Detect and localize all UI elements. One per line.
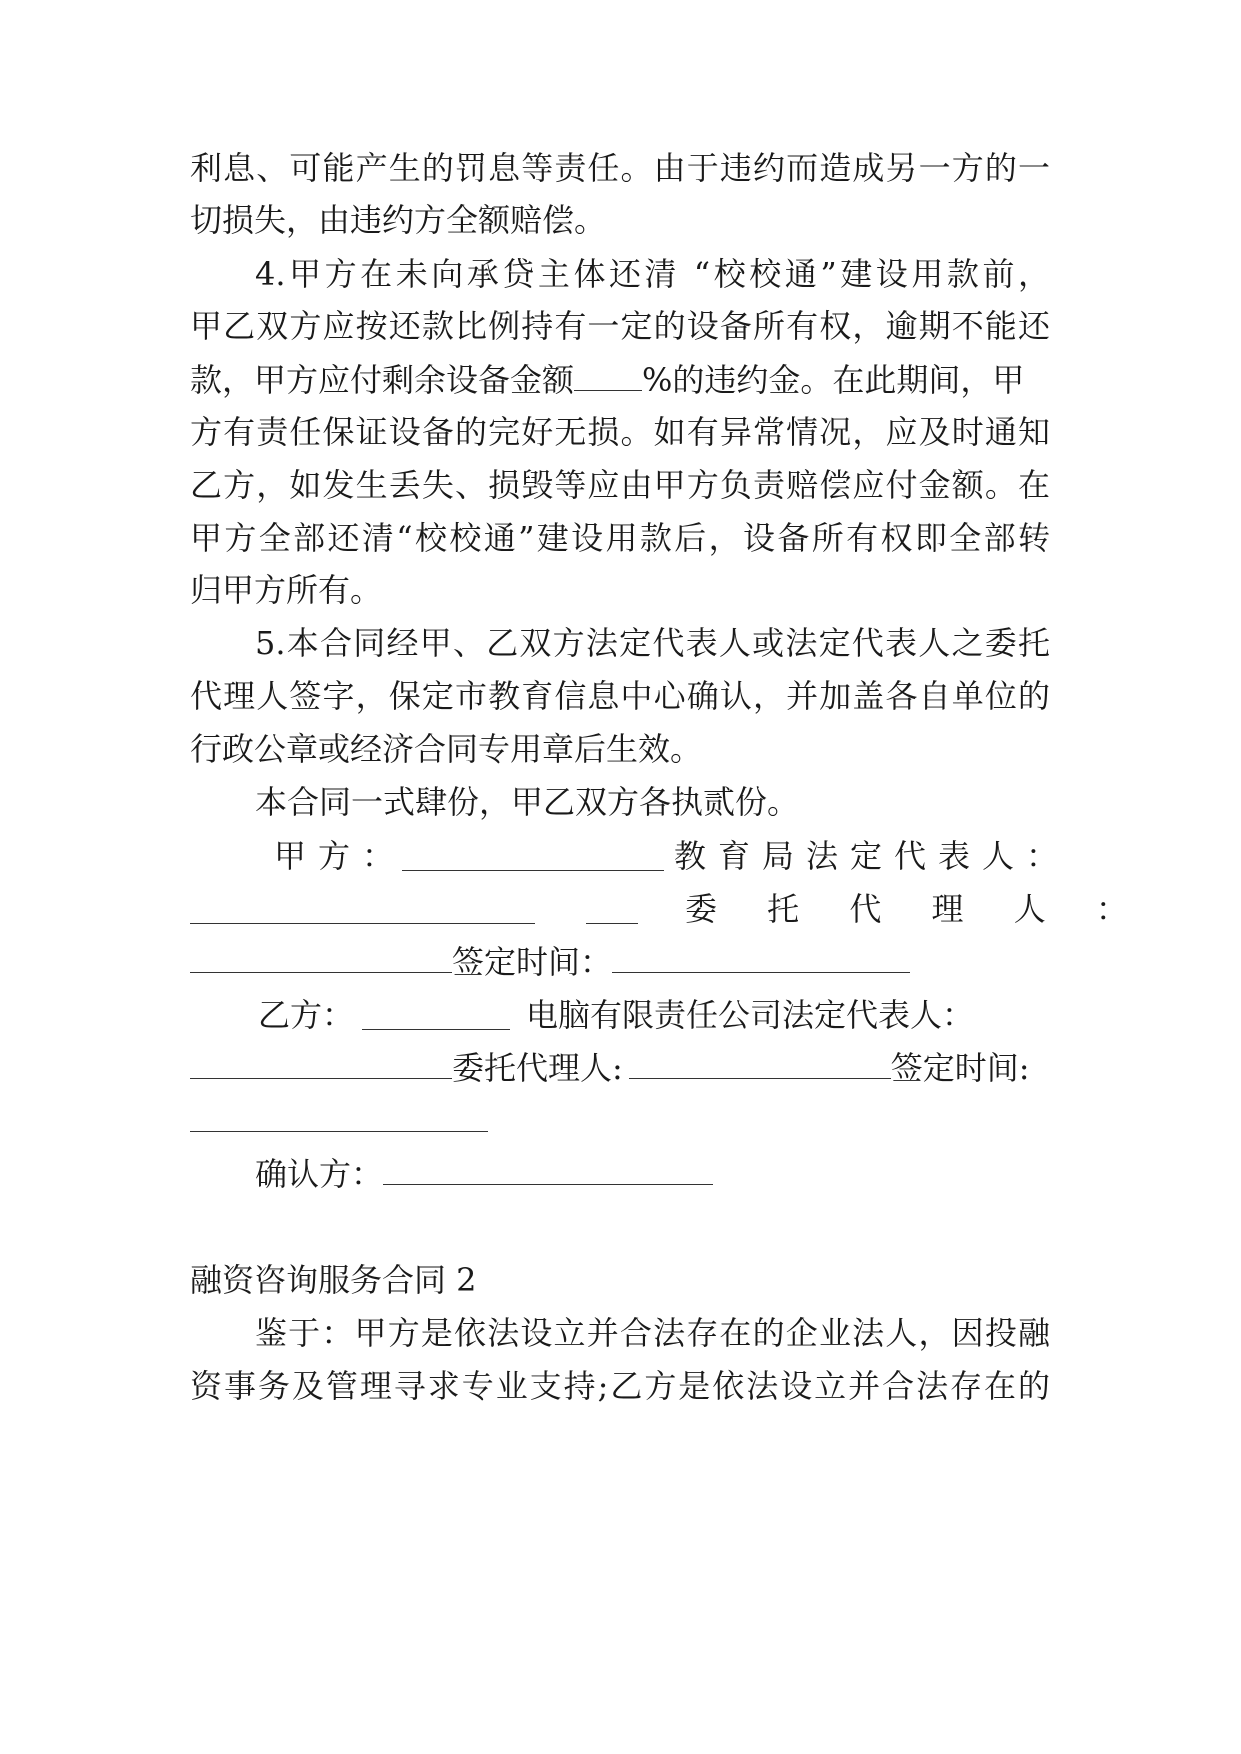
- penalty-text-prefix: 款，甲方应付剩余设备金额: [190, 361, 575, 399]
- party-a-label: 甲方：: [274, 837, 407, 875]
- penalty-percent-blank: [574, 358, 642, 391]
- sign-time-label-b: 签定时间:: [890, 1049, 1030, 1087]
- agent-b-blank: [629, 1046, 891, 1079]
- paragraph-line: 行政公章或经济合同专用章后生效。: [190, 730, 703, 768]
- edu-rep-blank-tail: [586, 891, 638, 924]
- clause-4-line: 4.甲方在未向承贷主体还清 “校校通”建设用款前，: [255, 255, 1050, 293]
- edu-rep-blank: [190, 891, 535, 924]
- signature-line-time-b: [190, 1099, 1050, 1143]
- paragraph-line: 乙方，如发生丢失、损毁等应由甲方负责赔偿应付金额。在: [190, 466, 1050, 504]
- paragraph-line: [190, 358, 1050, 402]
- section-2-line: 资事务及管理寻求专业支持;乙方是依法设立并合法存在的: [190, 1367, 1050, 1405]
- party-b-blank: [362, 997, 510, 1030]
- agent-label-a: 委 托 代 理 人 ：: [685, 890, 1148, 928]
- signature-line-time-a: [190, 940, 1050, 984]
- signature-line-agent-b: [190, 1046, 1050, 1090]
- signature-line-party-a: [190, 834, 1071, 878]
- section-2-title: 融资咨询服务合同 2: [190, 1261, 477, 1299]
- edu-rep-label: 教育局法定代表人：: [674, 837, 1071, 875]
- party-a-blank: [402, 838, 664, 871]
- paragraph-line: 利息、可能产生的罚息等责任。由于违约而造成另一方的一: [190, 149, 1050, 187]
- section-2-line: 鉴于：甲方是依法设立并合法存在的企业法人，因投融: [255, 1314, 1050, 1352]
- agent-a-blank: [190, 940, 452, 973]
- company-rep-blank: [190, 1046, 452, 1079]
- paragraph-line: 甲乙双方应按还款比例持有一定的设备所有权，逾期不能还: [190, 307, 1050, 345]
- penalty-text-suffix: %的违约金。在此期间，甲: [642, 361, 1025, 399]
- party-b-label: 乙方：: [258, 996, 355, 1034]
- sign-time-a-blank: [612, 940, 910, 973]
- sign-time-b-blank: [190, 1099, 488, 1132]
- paragraph-line: 归甲方所有。: [190, 571, 383, 609]
- confirm-label: 确认方：: [255, 1155, 384, 1193]
- signature-line-agent: [190, 887, 1148, 931]
- signature-line-party-b: [190, 993, 1050, 1037]
- paragraph-line: 方有责任保证设备的完好无损。如有异常情况，应及时通知: [190, 413, 1050, 451]
- paragraph-line: 切损失，由违约方全额赔偿。: [190, 201, 607, 239]
- signature-line-confirm: [255, 1152, 1050, 1196]
- clause-5-line: 5.本合同经甲、乙双方法定代表人或法定代表人之委托: [255, 624, 1050, 662]
- paragraph-line: 甲方全部还清“校校通”建设用款后，设备所有权即全部转: [190, 519, 1050, 557]
- sign-time-label-a: 签定时间：: [452, 943, 613, 981]
- copies-statement: 本合同一式肆份，甲乙双方各执贰份。: [255, 783, 800, 821]
- agent-label-b: 委托代理人:: [452, 1049, 623, 1087]
- company-rep-label: 电脑有限责任公司法定代表人：: [526, 996, 975, 1034]
- confirm-blank: [383, 1152, 713, 1185]
- paragraph-line: 代理人签字，保定市教育信息中心确认，并加盖各自单位的: [190, 677, 1050, 715]
